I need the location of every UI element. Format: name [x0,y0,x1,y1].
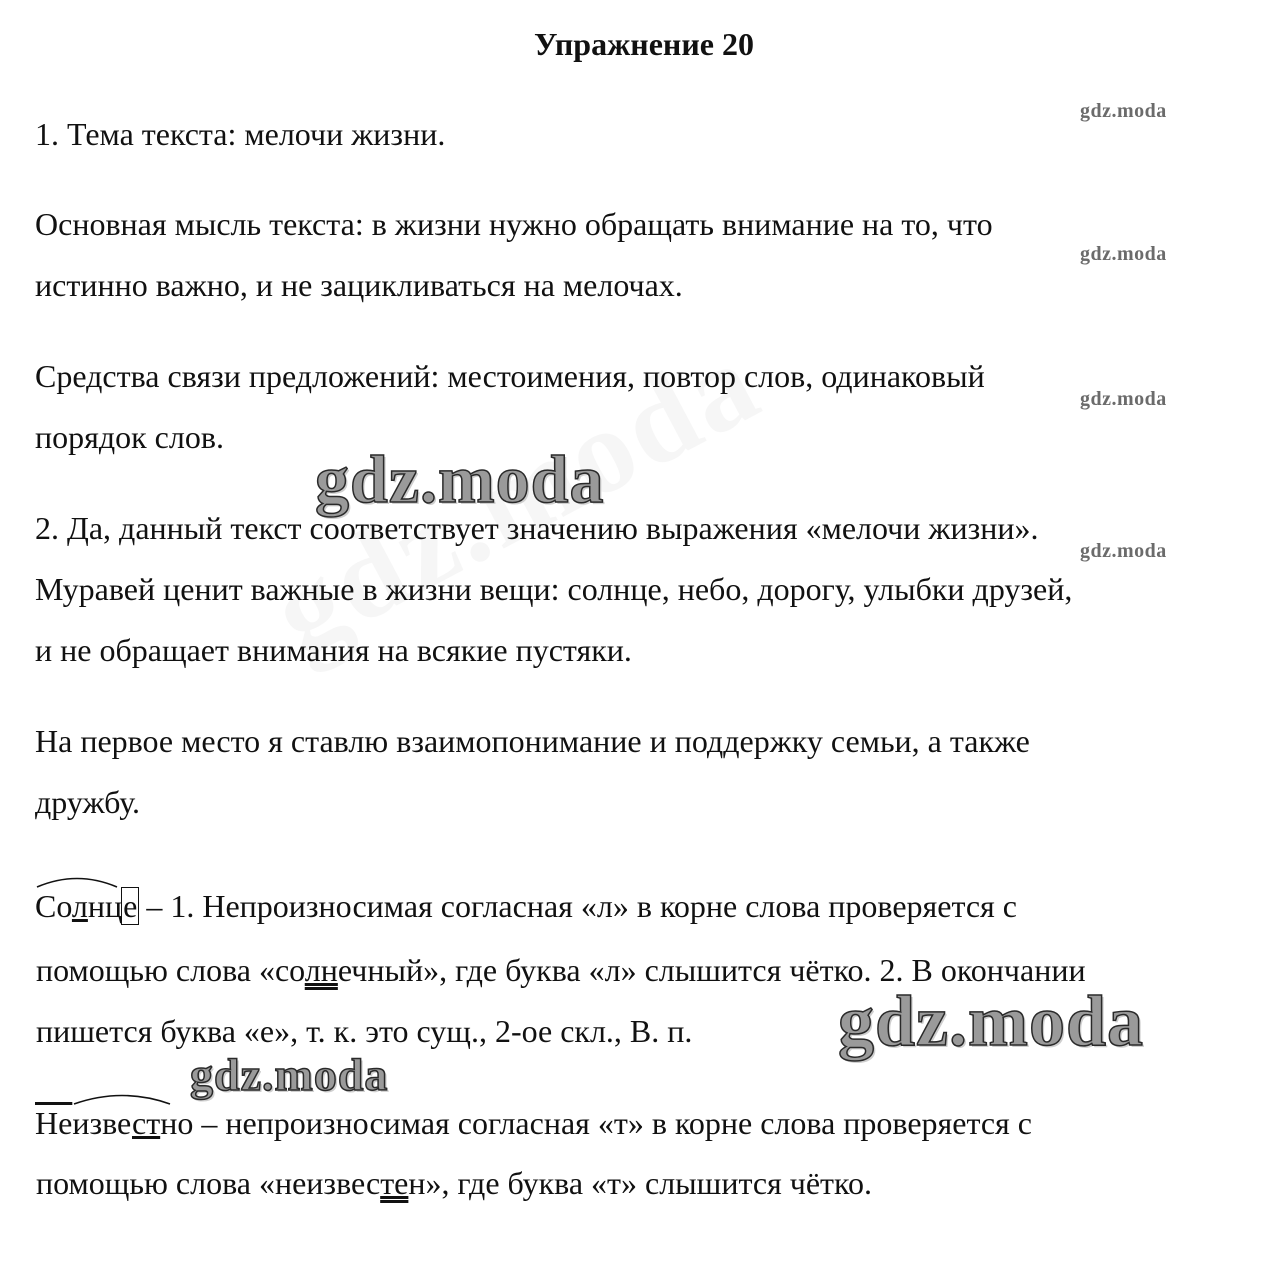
prefix-mark: Не [35,1105,73,1141]
root-part-l: л [71,888,88,924]
check-word-c: ечный», где буква «л» слышится чётко. 2. В окончании [337,952,1086,988]
answer-2-line-3: и не обращает внимания на всякие пустяки. [35,632,632,668]
root-part-st: ст [132,1105,161,1141]
answer-2-line-2: Муравей ценит важные в жизни вещи: солнце, небо, дорогу, улыбки друзей, [35,571,1073,607]
suffix-part: но [160,1105,194,1141]
check-word-2a: помощью слова «неизвес [36,1165,381,1201]
links-line-1: Средства связи предложений: местоимения, повтор слов, одинаковый [35,358,985,394]
check-word-2-underlined: те [380,1165,409,1201]
watermark-small-1: gdz.moda [1080,100,1167,122]
priorities-line-2: дружбу. [35,784,140,820]
ending-box: е [123,888,138,924]
root-part-c: нц [87,888,123,924]
root-part-izve: изве [72,1105,132,1141]
main-idea-line-1: Основная мысль текста: в жизни нужно обращать внимание на то, что [35,206,993,242]
word-analysis-1-line-1 [35,886,1017,926]
analysis-2-text: – непроизносимая согласная «т» в корне слова проверяется с [193,1105,1032,1141]
root-part-a: Со [35,888,72,924]
watermark-small-3: gdz.moda [1080,388,1167,410]
watermark-large-1: gdz.moda [315,441,605,517]
links-line-2: порядок слов. [35,419,224,455]
paragraph-topic: 1. Тема текста: мелочи жизни. [35,116,446,152]
word-analysis-2-line-1 [35,1103,1032,1143]
word-analysis-1-line-3: пишется буква «е», т. к. это сущ., 2-ое скл., В. п. [36,1013,693,1049]
check-word-a: помощью слова «со [36,952,305,988]
check-word-underlined: лн [304,952,338,988]
main-idea-line-2: истинно важно, и не зацикливаться на мелочах. [35,267,683,303]
watermark-small-4: gdz.moda [1080,540,1167,562]
watermark-large-3: gdz.moda [190,1049,389,1100]
page-title: Упражнение 20 [533,26,754,62]
root-arc-solnc [35,886,122,926]
word-analysis-2-line-2 [36,1163,872,1203]
check-word-2c: н», где буква «т» слышится чётко. [408,1165,872,1201]
watermark-small-2: gdz.moda [1080,243,1167,265]
analysis-1-text: – 1. Непроизносимая согласная «л» в корне слова проверяется с [138,888,1017,924]
root-arc-izvest [72,1103,160,1143]
watermark-large-2: gdz.moda [838,981,1145,1061]
priorities-line-1: На первое место я ставлю взаимопонимание и поддержку семьи, а также [35,723,1030,759]
answer-2-line-1: 2. Да, данный текст соответствует значению выражения «мелочи жизни». [35,510,1039,546]
